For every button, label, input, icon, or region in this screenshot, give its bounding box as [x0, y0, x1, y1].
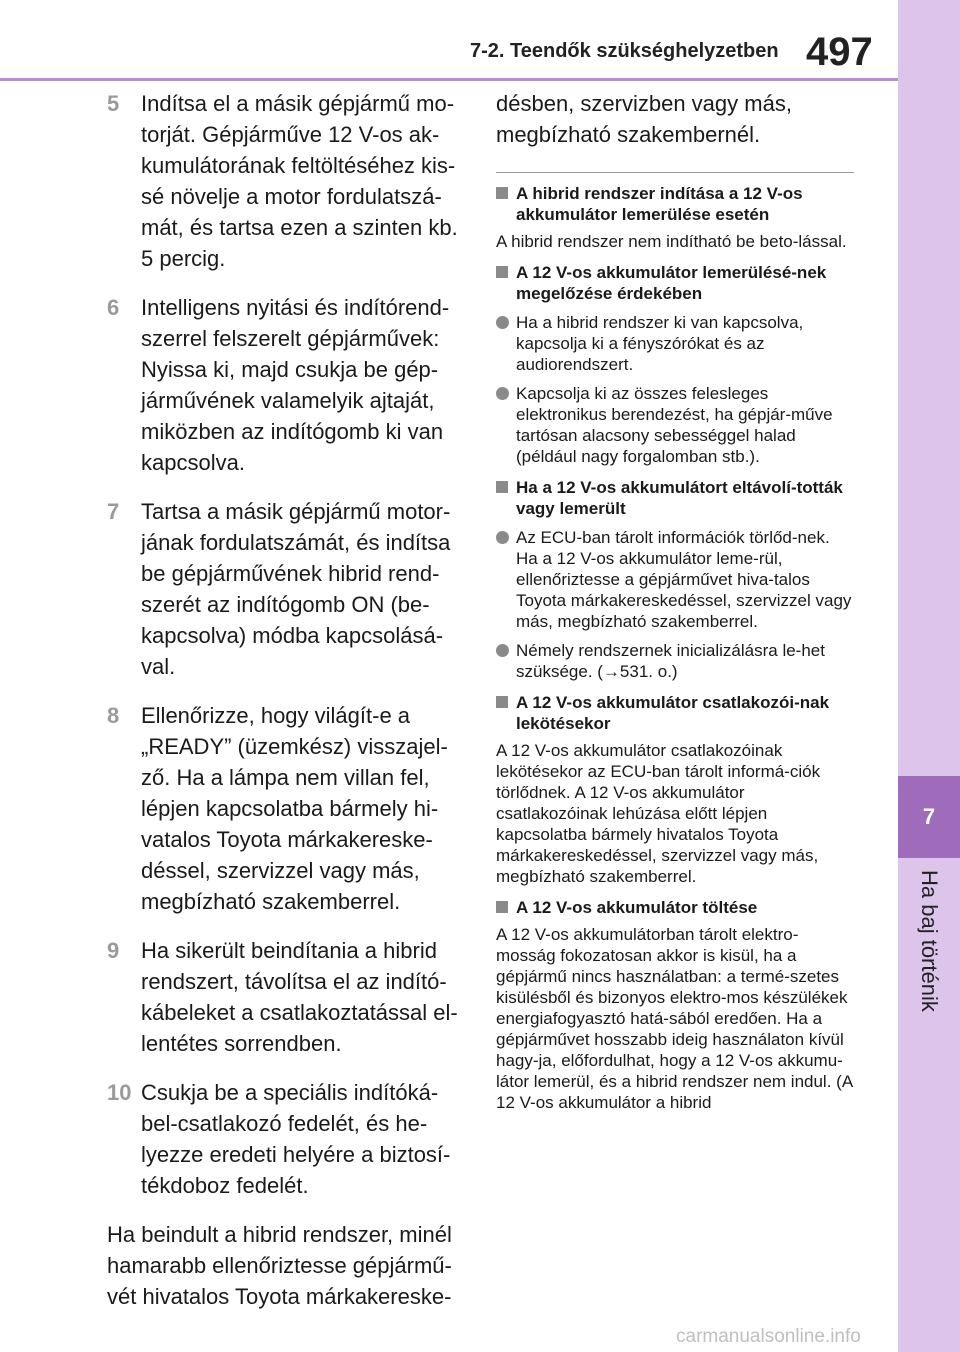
step-text: Tartsa a másik gépjármű motor-jának fordulatszámát, és indítsa be gépjárművének hibrid rend-szerét az indítógomb ON (be-kapcsolva) módba kapcsolásá-val. [141, 499, 451, 679]
step-item [107, 700, 465, 917]
step-text: Ha sikerült beindítania a hibrid rendszert, távolítsa el az indító-kábeleket a csatlakoztatással el-lentétes sorrendben. [141, 938, 458, 1056]
square-bullet-icon [496, 266, 508, 278]
section-heading [496, 692, 854, 734]
step-item [107, 292, 465, 478]
section-heading [496, 262, 854, 304]
bullet-item [496, 527, 854, 632]
chapter-title-vertical: Ha baj történik [917, 870, 942, 1012]
step-number: 5 [107, 91, 120, 116]
step-text: Indítsa el a másik gépjármű mo-torját. Gépjárműve 12 V-os ak-kumulátorának feltöltéséhez kis-sé növelje a motor fordulatszá-mát, és tartsa ezen a szinten kb. 5 percig. [141, 91, 458, 271]
step-text: Csukja be a speciális indítóká-bel-csatlakozó fedelét, és he-lyezze eredeti helyére a biztosí-tékdoboz fedelét. [141, 1080, 451, 1198]
step-text: Ellenőrizze, hogy világít-e a „READY” (üzemkész) visszajel-ző. Ha a lámpa nem villan fel, lépjen kapcsolatba bármely hi-vatalos Toyota márkakereske-déssel, szervizzel vagy más, megbízható szakemberrel. [141, 703, 448, 914]
section-heading [496, 477, 854, 519]
section-heading [496, 183, 854, 225]
heading-text: A hibrid rendszer indítása a 12 V-os akkumulátor lemerülése esetén [516, 184, 803, 224]
right-column [496, 88, 854, 1119]
side-tab-band [898, 0, 960, 1352]
heading-text: A 12 V-os akkumulátor töltése [516, 898, 758, 917]
step-number: 7 [107, 499, 120, 524]
header-rule [0, 78, 898, 81]
square-bullet-icon [496, 481, 508, 493]
step-item [107, 496, 465, 682]
circle-bullet-icon [496, 644, 509, 657]
section-body: A 12 V-os akkumulátor csatlakozóinak lekötésekor az ECU-ban tárolt informá-ciók törlődnek. A 12 V-os akkumulátor csatlakozóinak lehúzása előtt lépjen kapcsolatba bármely hivatalos Toyota márkakereskedéssel, szervizzel vagy más, megbízható szakemberrel. [496, 741, 821, 886]
square-bullet-icon [496, 901, 508, 913]
bullet-item [496, 640, 854, 682]
continued-paragraph: désben, szervizben vagy más, megbízható szakembernél. [496, 91, 792, 147]
chapter-number-tab[interactable]: 7 [898, 776, 960, 858]
step-text: Intelligens nyitási és indítórend-szerrel felszerelt gépjárművek: Nyissa ki, majd csukja be gép-járművének valamelyik ajtaját, miközben az indítógomb ki van kapcsolva. [141, 295, 450, 475]
bullet-text: Az ECU-ban tárolt információk törlőd-nek. Ha a 12 V-os akkumulátor leme-rül, ellenőriztesse a gépjárművet hiva-talos Toyota márkakereskedéssel, szervizzel vagy más, megbízható szakemberrel. [516, 528, 852, 631]
circle-bullet-icon [496, 531, 509, 544]
left-column [107, 88, 465, 1312]
divider [496, 172, 854, 173]
page-number: 497 [806, 30, 873, 74]
step-number: 9 [107, 938, 120, 963]
circle-bullet-icon [496, 387, 509, 400]
section-title: 7-2. Teendők szükséghelyzetben [470, 40, 779, 62]
bullet-text: Némely rendszernek inicializálásra le-het szüksége. (→531. o.) [516, 641, 825, 681]
square-bullet-icon [496, 696, 508, 708]
heading-text: Ha a 12 V-os akkumulátort eltávolí-tották vagy lemerült [516, 478, 843, 518]
watermark: carmanualsonline.info [676, 1326, 861, 1347]
step-item [107, 935, 465, 1059]
heading-text: A 12 V-os akkumulátor csatlakozói-nak lekötésekor [516, 693, 830, 733]
section-body: A 12 V-os akkumulátorban tárolt elektro-mosság fokozatosan akkor is kisül, ha a gépjármű nincs használatban: a termé-szetes kisülésből és bizonyos elektro-mos készülékek energiafogyasztó hatá-sából eredően. Ha a gépjárművet hosszabb ideig használaton kívül hagy-ja, előfordulhat, hogy a 12 V-os akkumu-látor lemerül, és a hibrid rendszer nem indul. (A 12 V-os akkumulátor a hibrid [496, 925, 853, 1112]
bullet-item [496, 383, 854, 467]
step-number: 10 [107, 1080, 132, 1105]
square-bullet-icon [496, 187, 508, 199]
step-item [107, 88, 465, 274]
step-number: 8 [107, 703, 120, 728]
circle-bullet-icon [496, 316, 509, 329]
step-item [107, 1077, 465, 1201]
bullet-item [496, 312, 854, 375]
closing-paragraph: Ha beindult a hibrid rendszer, minél hamarabb ellenőriztesse gépjármű-vét hivatalos Toyota márkakereske- [107, 1222, 452, 1309]
bullet-text: Ha a hibrid rendszer ki van kapcsolva, kapcsolja ki a fényszórókat és az audiorendszert. [516, 313, 804, 374]
section-heading [496, 897, 854, 918]
step-number: 6 [107, 295, 120, 320]
heading-text: A 12 V-os akkumulátor lemerülésé-nek megelőzése érdekében [516, 263, 827, 303]
bullet-text: Kapcsolja ki az összes felesleges elektronikus berendezést, ha gépjár-műve tartósan alacsony sebességgel halad (például nagy forgalomban stb.). [516, 384, 833, 466]
section-body: A hibrid rendszer nem indítható be beto-lással. [496, 232, 847, 251]
